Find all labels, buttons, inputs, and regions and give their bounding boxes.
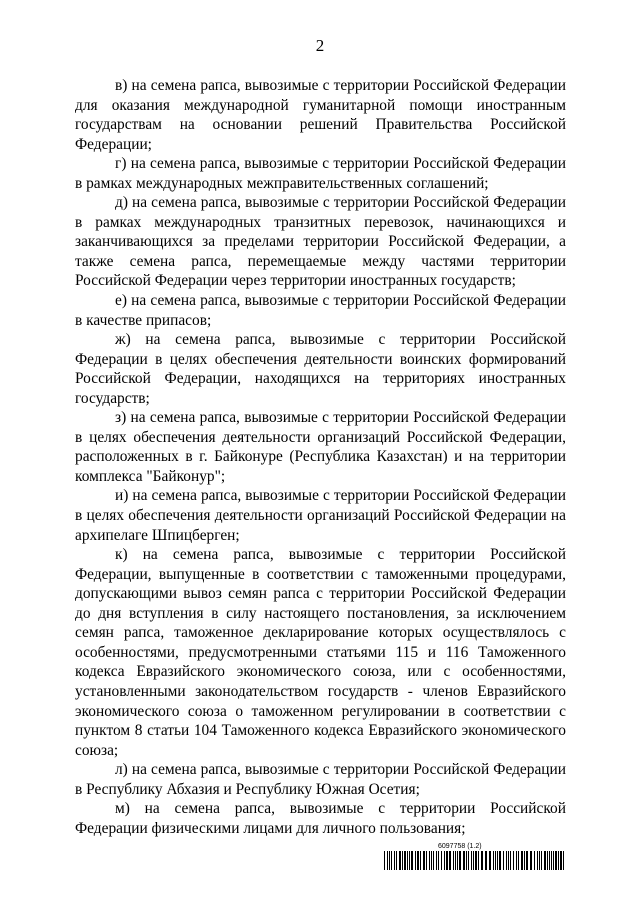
paragraph-v: в) на семена рапса, вывозимые с территории Российской Федерации для оказания международной гуманитарной помощи иностранным государствам на основании решений Правительства Российской Федерации; bbox=[75, 77, 566, 153]
paragraph-m: м) на семена рапса, вывозимые с территории Российской Федерации физическими лицами для личного пользования; bbox=[75, 800, 566, 837]
paragraph-g: г) на семена рапса, вывозимые с территории Российской Федерации в рамках международных межправительственных соглашений; bbox=[75, 155, 566, 192]
paragraph-z: з) на семена рапса, вывозимые с территории Российской Федерации в целях обеспечения деятельности организаций Российской Федерации, расположенных в г. Байконуре (Республика Казахстан) и на территории комплекса "Байконур"; bbox=[75, 409, 566, 485]
document-code: 6097758 (1.2) bbox=[438, 843, 482, 850]
paragraph-k: к) на семена рапса, вывозимые с территории Российской Федерации, выпущенные в соответствии с таможенными процедурами, допускающими вывоз семян рапса с территории Российской Федерации до дня вступления в силу настоящего постановления, за исключением семян рапса, таможенное декларирование которых осуществлялось с особенностями, предусмотренными статьями 115 и 116 Таможенного кодекса Евразийского экономического союза, или с особенностями, установленными законодательством государств - членов Евразийского экономического союза о таможенном регулировании в соответствии с пунктом 8 статьи 104 Таможенного кодекса Евразийского экономического союза; bbox=[75, 546, 566, 759]
paragraph-l: л) на семена рапса, вывозимые с территории Российской Федерации в Республику Абхазия и Республику Южная Осетия; bbox=[75, 761, 566, 798]
paragraph-i: и) на семена рапса, вывозимые с территории Российской Федерации в целях обеспечения деятельности организаций Российской Федерации на архипелаге Шпицберген; bbox=[75, 487, 566, 544]
paragraph-zh: ж) на семена рапса, вывозимые с территории Российской Федерации в целях обеспечения деятельности воинских формирований Российской Федерации, находящихся на территориях иностранных государств; bbox=[75, 331, 566, 407]
document-body bbox=[75, 76, 566, 838]
page-number: 2 bbox=[315, 36, 325, 55]
paragraph-e: е) на семена рапса, вывозимые с территории Российской Федерации в качестве припасов; bbox=[75, 292, 566, 329]
barcode-image bbox=[384, 851, 567, 870]
paragraph-d: д) на семена рапса, вывозимые с территории Российской Федерации в рамках международных транзитных перевозок, начинающихся и заканчивающихся за пределами территории Российской Федерации, а также семена рапса, перемещаемые между частями территории Российской Федерации через территории иностранных государств; bbox=[75, 194, 566, 290]
